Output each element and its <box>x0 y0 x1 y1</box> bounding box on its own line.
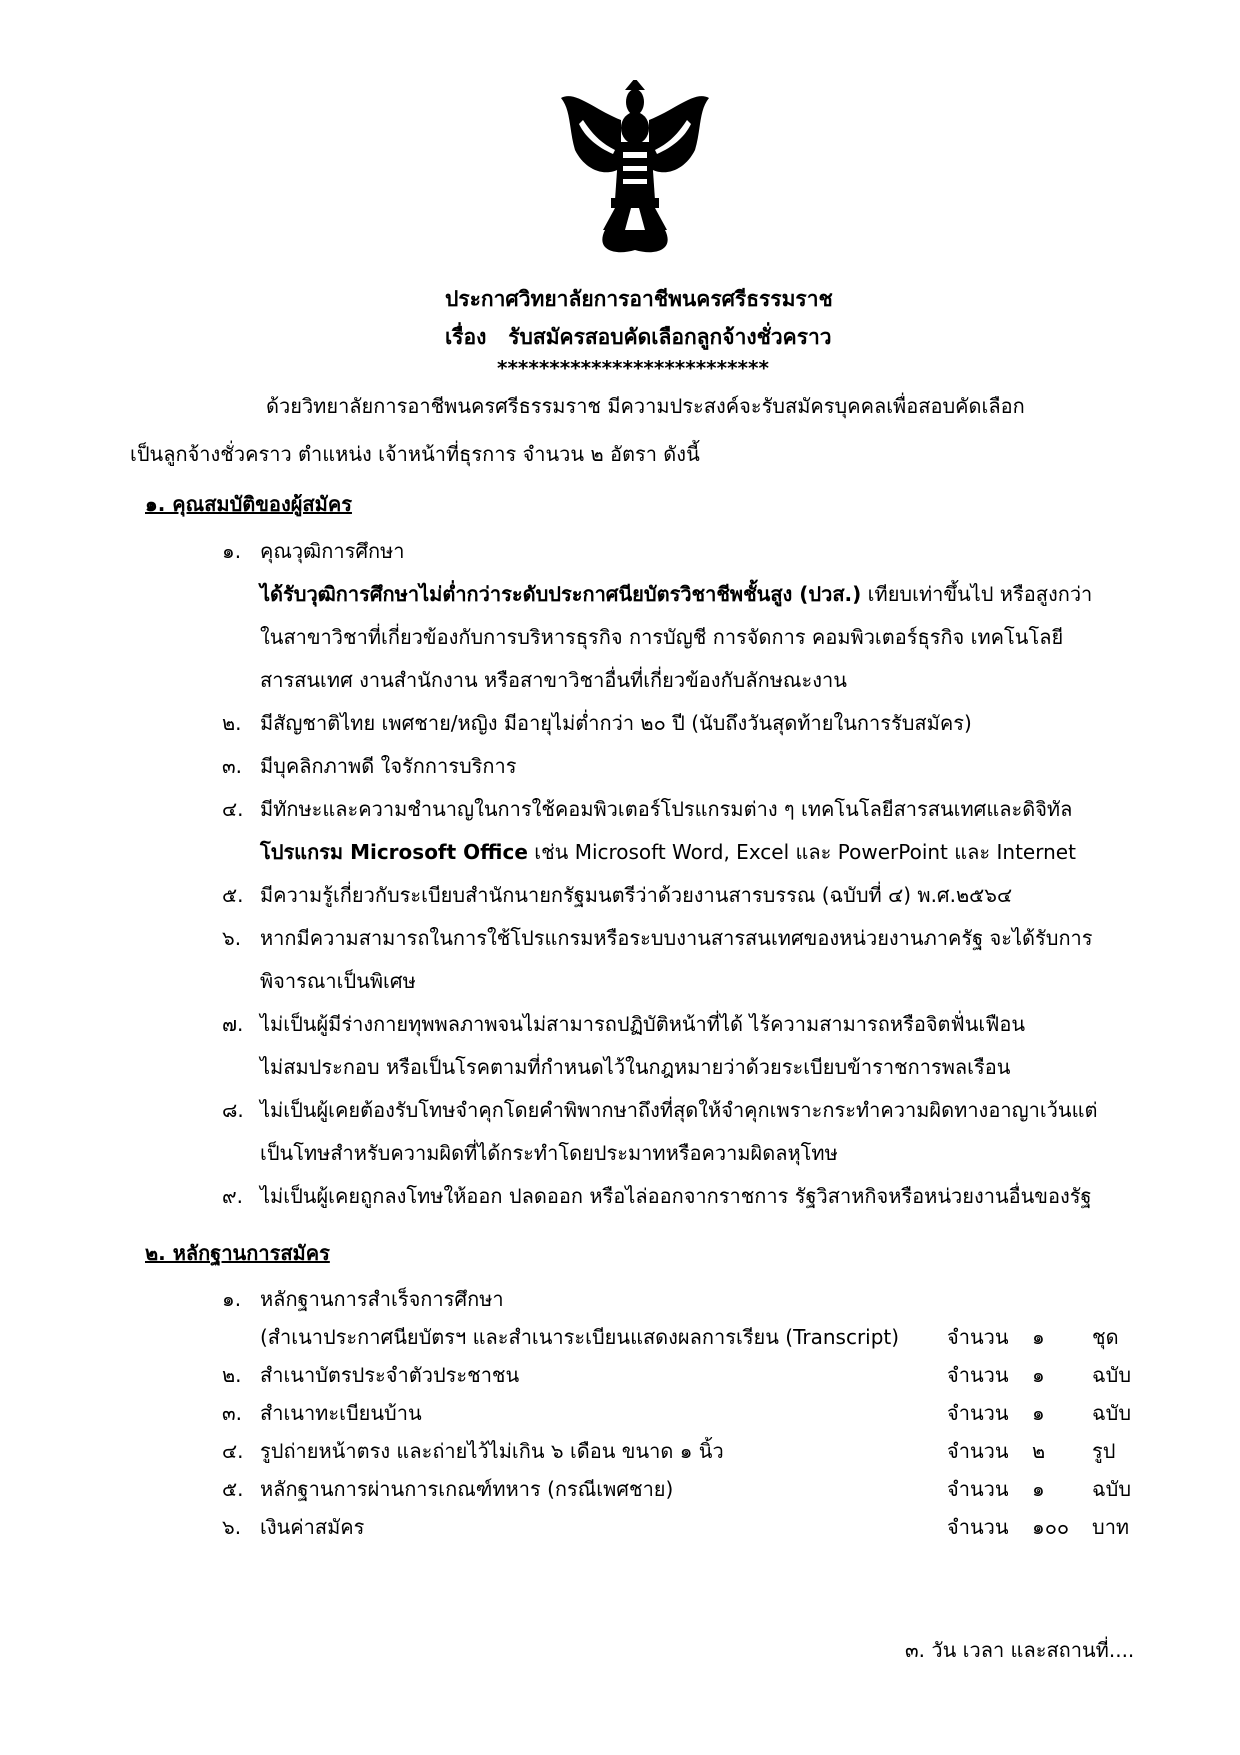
qualification-item-7 <box>222 1003 1025 1046</box>
item-text: ไม่เป็นผู้เคยถูกลงโทษให้ออก ปลดออก หรือไล่ออกจากราชการ รัฐวิสาหกิจหรือหน่วยงานอื่นของรัฐ <box>260 1184 1092 1208</box>
evidence-label: หลักฐานการสำเร็จการศึกษา <box>260 1287 504 1311</box>
continuation-note: ๓. วัน เวลา และสถานที่.... <box>905 1638 1135 1662</box>
intro-line-2: เป็นลูกจ้างชั่วคราว ตำแหน่ง เจ้าหน้าที่ธุรการ จำนวน ๒ อัตรา ดังนี้ <box>130 442 700 466</box>
item-number: ๔. <box>222 797 244 821</box>
evidence-qty: ๑ <box>1032 1477 1045 1501</box>
evidence-row-1 <box>222 1280 1142 1318</box>
evidence-number: ๕. <box>222 1477 244 1501</box>
intro-line-1: ด้วยวิทยาลัยการอาชีพนครศรีธรรมราช มีความประสงค์จะรับสมัครบุคคลเพื่อสอบคัดเลือก <box>266 394 1025 418</box>
evidence-row-2 <box>222 1356 1142 1394</box>
item-text: ไม่เป็นผู้เคยต้องรับโทษจำคุกโดยคำพิพากษาถึงที่สุดให้จำคุกเพราะกระทำความผิดทางอาญาเว้นแต่ <box>260 1098 1098 1122</box>
item-text: คุณวุฒิการศึกษา <box>260 539 405 563</box>
evidence-row-5 <box>222 1470 1142 1508</box>
section-1-heading: ๑. คุณสมบัติของผู้สมัคร <box>145 492 352 516</box>
item-number: ๓. <box>222 754 243 778</box>
evidence-row-6 <box>222 1508 1142 1546</box>
qualification-item-8 <box>222 1089 1097 1132</box>
evidence-qty-label: จำนวน <box>947 1515 1009 1539</box>
qualification-item-1-line-3: ในสาขาวิชาที่เกี่ยวข้องกับการบริหารธุรกิจ การบัญชี การจัดการ คอมพิวเตอร์ธุรกิจ เทคโนโลยี <box>260 625 1064 649</box>
item-4-bold-text: โปรแกรม Microsoft Office <box>260 840 528 864</box>
item-number: ๙. <box>222 1184 244 1208</box>
item-text: หากมีความสามารถในการใช้โปรแกรมหรือระบบงานสารสนเทศของหน่วยงานภาครัฐ จะได้รับการ <box>260 926 1093 950</box>
qualification-item-8-line-2: เป็นโทษสำหรับความผิดที่ได้กระทำโดยประมาทหรือความผิดลหุโทษ <box>260 1141 838 1165</box>
evidence-unit: ฉบับ <box>1092 1401 1132 1425</box>
intro-paragraph <box>130 382 1140 478</box>
qualification-item-1-line-2 <box>260 573 1092 616</box>
item-text: มีสัญชาติไทย เพศชาย/หญิง มีอายุไม่ต่ำกว่า ๒๐ ปี (นับถึงวันสุดท้ายในการรับสมัคร) <box>260 711 972 735</box>
evidence-label: (สำเนาประกาศนียบัตรฯ และสำเนาระเบียนแสดงผลการเรียน (Transcript) <box>260 1325 900 1349</box>
qualification-item-6 <box>222 917 1093 960</box>
evidence-number: ๒. <box>222 1363 242 1387</box>
section-2-heading: ๒. หลักฐานการสมัคร <box>145 1241 330 1265</box>
evidence-qty: ๑ <box>1032 1401 1045 1425</box>
evidence-label: รูปถ่ายหน้าตรง และถ่ายไว้ไม่เกิน ๖ เดือน ขนาด ๑ นิ้ว <box>260 1439 724 1463</box>
evidence-unit: บาท <box>1092 1515 1130 1539</box>
announcement-title: ประกาศวิทยาลัยการอาชีพนครศรีธรรมราช <box>445 287 833 311</box>
evidence-qty: ๑๐๐ <box>1032 1515 1070 1539</box>
evidence-unit: ฉบับ <box>1092 1363 1132 1387</box>
item-number: ๕. <box>222 883 244 907</box>
evidence-number: ๑. <box>222 1287 242 1311</box>
evidence-row-3 <box>222 1394 1142 1432</box>
evidence-qty-label: จำนวน <box>947 1401 1009 1425</box>
evidence-unit: ชุด <box>1092 1325 1119 1349</box>
qualification-item-4 <box>222 788 1072 831</box>
item-text: มีความรู้เกี่ยวกับระเบียบสำนักนายกรัฐมนตรีว่าด้วยงานสารบรรณ (ฉบับที่ ๔) พ.ศ.๒๕๖๔ <box>260 883 1013 907</box>
evidence-qty-label: จำนวน <box>947 1477 1009 1501</box>
evidence-qty: ๒ <box>1032 1439 1046 1463</box>
evidence-qty: ๑ <box>1032 1325 1045 1349</box>
evidence-number: ๓. <box>222 1401 243 1425</box>
item-number: ๗. <box>222 1012 244 1036</box>
item-number: ๖. <box>222 926 242 950</box>
item-4-rest-text: เช่น Microsoft Word, Excel และ PowerPoint และ Internet <box>527 840 1076 864</box>
item-1-bold-text: ได้รับวุฒิการศึกษาไม่ต่ำกว่าระดับประกาศนียบัตรวิชาชีพชั้นสูง (ปวส.) <box>260 582 862 606</box>
evidence-label: เงินค่าสมัคร <box>260 1515 365 1539</box>
qualification-item-9 <box>222 1175 1092 1218</box>
qualification-item-1 <box>222 530 405 573</box>
item-text: มีบุคลิกภาพดี ใจรักการบริการ <box>260 754 517 778</box>
evidence-qty-label: จำนวน <box>947 1439 1009 1463</box>
item-1-rest-text: เทียบเท่าขึ้นไป หรือสูงกว่า <box>861 582 1093 606</box>
qualification-item-5 <box>222 874 1012 917</box>
evidence-label: สำเนาทะเบียนบ้าน <box>260 1401 422 1425</box>
qualification-item-1-line-4: สารสนเทศ งานสำนักงาน หรือสาขาวิชาอื่นที่เกี่ยวข้องกับลักษณะงาน <box>260 668 847 692</box>
evidence-row-1-detail <box>222 1318 1142 1356</box>
item-text: ไม่เป็นผู้มีร่างกายทุพพลภาพจนไม่สามารถปฏิบัติหน้าที่ได้ ไร้ความสามารถหรือจิตฟั่นเฟือน <box>260 1012 1026 1036</box>
evidence-unit: ฉบับ <box>1092 1477 1132 1501</box>
title-divider: ************************** <box>497 356 769 380</box>
item-number: ๑. <box>222 539 242 563</box>
qualification-item-6-line-2: พิจารณาเป็นพิเศษ <box>260 969 416 993</box>
qualification-item-2 <box>222 702 972 745</box>
subject-label: เรื่อง <box>445 325 487 349</box>
item-text: มีทักษะและความชำนาญในการใช้คอมพิวเตอร์โปรแกรมต่าง ๆ เทคโนโลยีสารสนเทศและดิจิทัล <box>260 797 1073 821</box>
evidence-unit: รูป <box>1092 1439 1116 1463</box>
title-block <box>445 280 945 380</box>
garuda-emblem-icon <box>555 80 715 260</box>
evidence-row-4 <box>222 1432 1142 1470</box>
qualification-item-7-line-2: ไม่สมประกอบ หรือเป็นโรคตามที่กำหนดไว้ในกฎหมายว่าด้วยระเบียบข้าราชการพลเรือน <box>260 1055 1011 1079</box>
evidence-qty-label: จำนวน <box>947 1325 1009 1349</box>
evidence-number: ๖. <box>222 1515 242 1539</box>
announcement-subject <box>445 318 945 356</box>
qualification-item-4-line-2 <box>260 831 1076 874</box>
item-number: ๒. <box>222 711 242 735</box>
evidence-label: หลักฐานการผ่านการเกณฑ์ทหาร (กรณีเพศชาย) <box>260 1477 674 1501</box>
evidence-label: สำเนาบัตรประจำตัวประชาชน <box>260 1363 520 1387</box>
evidence-qty: ๑ <box>1032 1363 1045 1387</box>
qualification-item-3 <box>222 745 517 788</box>
evidence-qty-label: จำนวน <box>947 1363 1009 1387</box>
item-number: ๘. <box>222 1098 244 1122</box>
subject-text: รับสมัครสอบคัดเลือกลูกจ้างชั่วคราว <box>508 325 832 349</box>
evidence-number: ๔. <box>222 1439 244 1463</box>
